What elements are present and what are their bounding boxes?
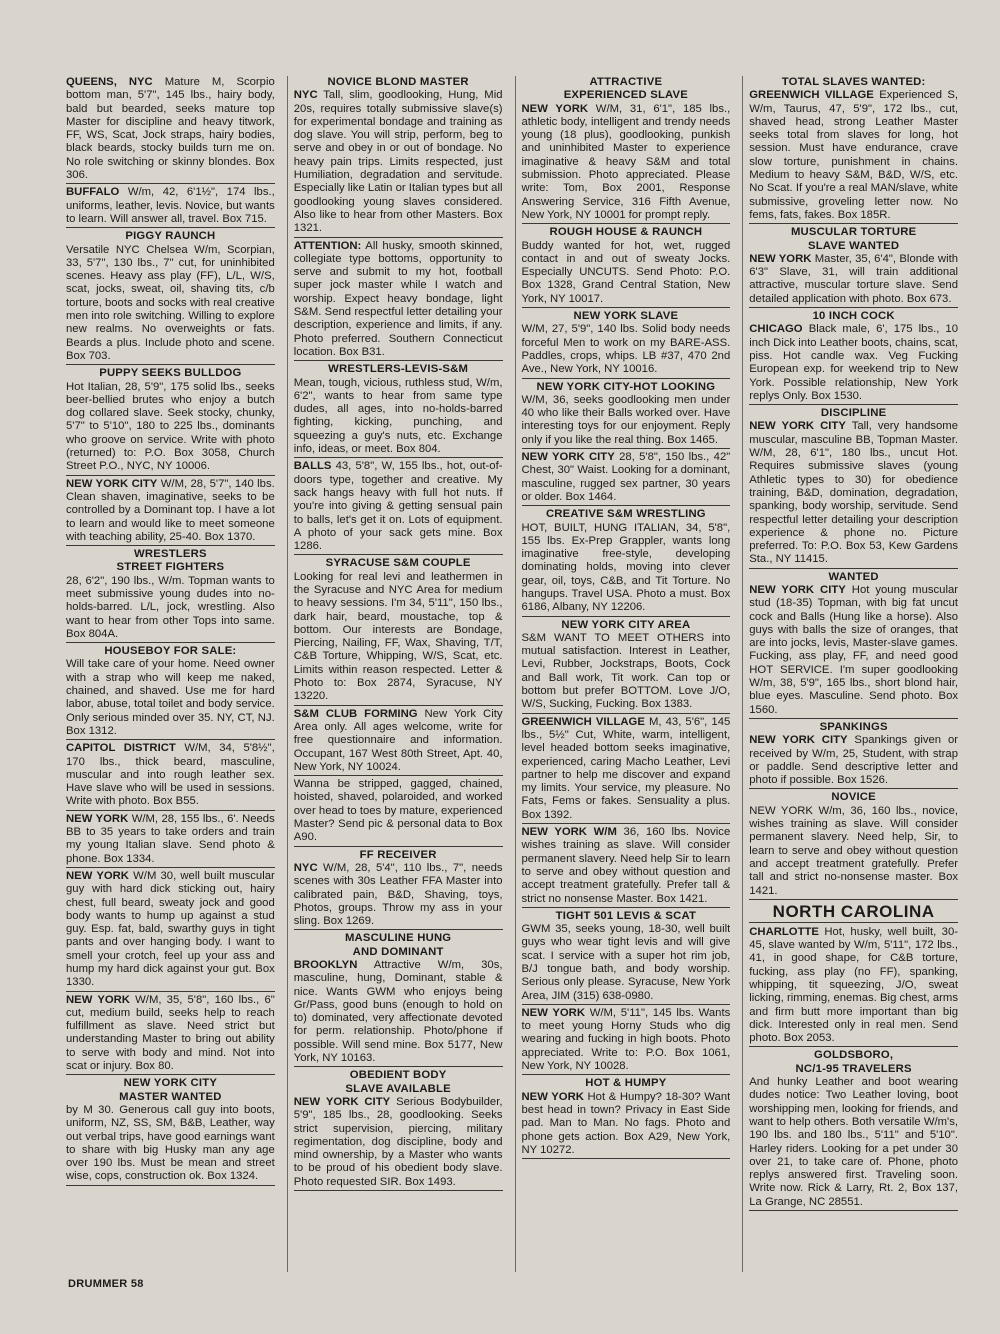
- ad-body: 28, 5'8", 150 lbs., 42" Chest, 30" Waist. Looking for a dominant, masculine, rugged sex partner, 30 years or older. Box 1464.: [521, 451, 731, 503]
- ad-lead: NEW YORK: [521, 1006, 585, 1019]
- classified-ad: [294, 363, 503, 458]
- classified-ad: [294, 708, 503, 776]
- ad-body: Tall, slim, goodlooking, Hung, Mid 20s, requires totally submissive slave(s) for experimental bondage and training as dog slave. You will strip, perform, beg to serve and obey in or out of bondage. No heavy pain trips. Limits respected, just Humiliation, degradation and servitude. Especially like Latin or Italian types but all goodlooking young slaves considered. Also like to hear from other Masters. Box 1321.: [293, 89, 503, 235]
- ad-body: Black male, 6', 175 lbs., 10 inch Dick into Leather boots, chains, scat, piss. Hot candle wax. Veg Fucking European exp. for weekend trip to New York. Possible relationship, New York replys Only. Box 1530.: [749, 323, 958, 402]
- ad-body: All husky, smooth skinned, collegiate type bottoms, opportunity to serve and submit to my hot, football super jock master while I watch and worship. Expect heavy bondage, light S&M. Send respectful letter detailing your description, experience and limits, if any. Photo preferred. Southern Connecticut location. Box B31.: [293, 239, 503, 358]
- ad-body: Buddy wanted for hot, wet, rugged contact in and out of sweaty Jocks. Especially UNCUTS. Send Photo: P.O. Box 1328, Grand Central Station, New York, NY 10017.: [521, 239, 731, 305]
- ad-lead: S&M CLUB FORMING: [293, 707, 418, 720]
- classified-ad: [66, 1077, 275, 1185]
- classified-ad: [749, 76, 958, 224]
- ad-heading: MASCULINE HUNG: [344, 932, 452, 945]
- ad-body: 36, 160 lbs. Novice wishes training as slave. Will consider permanent slavery. Need help Sir to learn to serve and obey without question and accept treatment gratefully. Prefer tall & strict no nonsense Master. Box 1421.: [521, 826, 731, 905]
- ad-lead: NEW YORK CITY: [66, 477, 158, 490]
- page-footer: DRUMMER 58: [68, 1278, 144, 1290]
- classified-ad: [522, 826, 731, 908]
- ad-lead: GREENWICH VILLAGE: [749, 89, 874, 102]
- ad-body: 43, 5'8", W, 155 lbs., hot, out-of-doors type, together and creative. My sack hangs heavy with full hot nuts. If you're into giving & getting sensual pain to balls, let's get it on. Lots of equipment. A photo of your sack gets mine. Box 1286.: [293, 460, 503, 553]
- ad-body: W/M, 28, 155 lbs., 6'. Needs BB to 35 years to take orders and train my young Italian slave. Send photo & phone. Box 1334.: [66, 812, 275, 865]
- ad-lead: QUEENS, NYC: [66, 76, 153, 88]
- classified-ad: [522, 451, 731, 506]
- ad-heading: HOT & HUMPY: [585, 1077, 667, 1090]
- ad-heading: SLAVE AVAILABLE: [345, 1082, 451, 1095]
- ad-heading: NOVICE: [831, 791, 876, 804]
- classified-ad: [66, 813, 275, 868]
- classified-ad: [66, 367, 275, 475]
- ad-lead: NEW YORK CITY: [749, 420, 846, 433]
- ad-heading: NEW YORK SLAVE: [573, 310, 679, 323]
- ad-lead: NEW YORK: [749, 252, 812, 265]
- ad-heading: MASTER WANTED: [119, 1090, 222, 1103]
- ad-body: Mean, tough, vicious, ruthless stud, W/m, 6'2", wants to hear from same type dudes, all ages, into no-holds-barred fighting, kicking, punching, and squeezing a guy's nuts, etc. Exchange info, ideas, or meet. Box 804.: [293, 376, 503, 456]
- classified-ad: [294, 557, 503, 705]
- ad-heading: WRESTLERS: [134, 548, 207, 561]
- classified-ad: [294, 76, 503, 238]
- classified-ad: [66, 548, 275, 643]
- classified-ad: [522, 76, 731, 224]
- ad-lead: CHICAGO: [749, 323, 803, 336]
- ad-heading: PIGGY RAUNCH: [125, 230, 216, 243]
- classified-ad: [66, 994, 275, 1076]
- ad-lead: GREENWICH VILLAGE: [521, 715, 645, 728]
- ad-lead: NEW YORK W/M: [521, 826, 617, 839]
- ad-heading: EXPERIENCED SLAVE: [563, 89, 689, 102]
- classified-ad: [749, 721, 958, 789]
- classified-ad: [294, 778, 503, 846]
- classified-ad: [522, 1077, 731, 1159]
- classified-ad: [749, 1049, 958, 1211]
- classified-ad: [522, 381, 731, 449]
- ad-lead: NEW YORK: [521, 1090, 584, 1103]
- ad-body: W/m, 42, 6'1½", 174 lbs., uniforms, leather, levis. Novice, but wants to learn. Will answer all, travel. Box 715.: [66, 186, 275, 225]
- ad-body: GWM 35, seeks young, 18-30, well built guys who wear tight levis and will give scat. I service with a super hot rim job, B/J tongue bath, and body worship. Serious only please. Syracuse, New York Area, JIM (315) 638-0980.: [521, 923, 731, 1002]
- classified-ad: [66, 478, 275, 546]
- ad-lead: BALLS: [293, 460, 332, 473]
- ad-lead: BROOKLYN: [293, 959, 358, 971]
- ad-body: Mature M, Scorpio bottom man, 5'7", 145 lbs., hairy body, bald but bearded, seeks mature top Master for discipline and heavy titwork, FF, WS, Scat, Jock straps, hairy bodies, black beards, stocky builds turn me on. No role switching or skinny blondes. Box 306.: [66, 76, 275, 182]
- ad-heading: DISCIPLINE: [820, 407, 887, 420]
- ad-body: Wanna be stripped, gagged, chained, hoisted, shaved, polaroided, and worked over head to toes by mature, experienced Master? Send pic & personal data to Box A90.: [293, 778, 503, 844]
- ad-body: W/M, 36, seeks goodlooking men under 40 who like their Balls worked over. Have interesting toys for our enjoyment. Reply only if you like the real thing. Box 1465.: [521, 393, 731, 446]
- ad-heading: NOVICE BLOND MASTER: [327, 76, 469, 88]
- classified-ad: [522, 508, 731, 616]
- classified-ad: [66, 76, 275, 184]
- classified-ad: [522, 310, 731, 378]
- ad-heading: NEW YORK CITY: [123, 1077, 218, 1090]
- classified-ad: [522, 1007, 731, 1075]
- classified-ad: [749, 571, 958, 719]
- classified-ad: [522, 226, 731, 308]
- classified-ad: [749, 407, 958, 569]
- classified-ad: [522, 910, 731, 1005]
- ad-lead: NEW YORK CITY: [749, 734, 848, 747]
- ad-heading: SLAVE WANTED: [807, 239, 900, 252]
- ad-body: W/M, 27, 5'9", 140 lbs. Solid body needs forceful Men to work on my BARE-ASS. Paddles, crops, whips. LB #37, 470 2nd Ave., New York, NY 10016.: [521, 323, 731, 376]
- ad-lead: ATTENTION:: [293, 239, 362, 252]
- ad-lead: BUFFALO: [66, 186, 120, 199]
- classified-ad: [522, 619, 731, 714]
- ad-body: 28, 6'2", 190 lbs., W/m. Topman wants to meet submissive young dudes into no-holds-barred. L/L, jock, wrestling. Also want to hear from other Tops into same. Box 804A.: [66, 574, 275, 640]
- ad-lead: NEW YORK: [521, 102, 589, 115]
- classified-ad: [749, 226, 958, 308]
- ad-body: NEW YORK W/m, 36, 160 lbs., novice, wishes training as slave. Will consider permanent slavery. Need help, Sir, to learn to serve and obey without question and accept treatment gratefully. Prefer tall and strict no-nonsense master. Box 1421.: [749, 804, 958, 897]
- ad-body: Master, 35, 6'4", Blonde with 6'3" Slave, 31, will train additional attractive, muscular torture slave. Send detailed application with photo. Box 673.: [749, 252, 958, 305]
- ad-body: Tall, very handsome muscular, masculine BB, Topman Master. W/M, 28, 6'1", 180 lbs., uncut Hot. Requires submissive slaves (young Athletic types to 30) for obedience training, B&D, domination, degradation, spanking, body worship, servitude. Send respectful letter detailing your description experience & phone no. Picture preferred. To: P.O. Box 53, Kew Gardens Sta., NY 11415.: [749, 420, 958, 566]
- ad-body: M, 43, 5'6", 145 lbs., 5½" Cut, White, warm, intelligent, level headed bottom seeks imaginative, experienced, caring Macho Leather, Levi partner to help me discover and expand my limits. Your service, my pleasure. No Fats, Fems or fakes. Sensuality a plus. Box 1392.: [521, 715, 731, 821]
- ad-heading: STREET FIGHTERS: [116, 561, 225, 574]
- classified-ad: [294, 849, 503, 931]
- ad-heading: SYRACUSE S&M COUPLE: [325, 557, 471, 570]
- classified-ad: [294, 1069, 503, 1191]
- ad-body: Versatile NYC Chelsea W/m, Scorpian, 33, 5'7", 130 lbs., 7" cut, for uninhibited scenes. Heavy ass play (FF), L/L, W/S, scat, jocks, sweat, oil, shaving tits, c/b torture, boots and socks with real creative men into role switching. Willing to explore new realms. No overweights or fats. Beards a plus. Include photo and scene. Box 703.: [66, 243, 275, 362]
- ad-lead: NEW YORK CITY: [521, 451, 615, 464]
- ad-lead: NEW YORK CITY: [293, 1095, 391, 1108]
- column-1: [66, 76, 275, 1272]
- ad-heading: GOLDSBORO,: [814, 1049, 894, 1062]
- ad-body: by M 30. Generous call guy into boots, uniform, NZ, SS, SM, B&B, Leather, way out verbal trips, have good earnings want to share with big Husky man any age over 190 lbs. Must be mean and street wise, cops, construction ok. Box 1324.: [66, 1103, 275, 1183]
- ad-body: Hot young muscular stud (18-35) Topman, with big fat uncut cock and Balls (Hung like a horse). Also guys with balls the size of oranges, that are into jocks, levis, Master-slave games. Fucking, ass play, FF, and need good HOT SERVICE. I'm super goodlooking W/m, 38, 5'9", 165 lbs., short blond hair, blue eyes. Masculine. Send photo. Box 1560.: [749, 583, 958, 716]
- ad-body: W/M, 35, 5'8", 160 lbs., 6" cut, medium build, seeks help to reach fulfillment as slave. Need strict but understanding Master to bring out ability to serve with body and mind. Not into scat or injury. Box 80.: [66, 993, 275, 1073]
- ad-lead: NEW YORK CITY: [749, 583, 846, 596]
- ad-heading: AND DOMINANT: [352, 945, 444, 958]
- ad-heading: 10 INCH COCK: [812, 310, 895, 323]
- classified-ad: [294, 240, 503, 362]
- ad-body: W/M, 28, 5'4", 110 lbs., 7", needs scenes with 30s Leather FFA Master into calibrated pain, B&D, Shaving, toys, Photos, groups. Throw my ass in your sling. Box 1269.: [293, 861, 503, 928]
- classified-ad: [749, 791, 958, 899]
- ad-body: Hot Italian, 28, 5'9", 175 solid lbs., seeks beer-bellied brutes who enjoy a butch dog collared slave. Seek stocky, chunky, 5'7" to 5'10", 180 to 225 lbs., dominants who groove on service. Write with photo (returned) to: P.O. Box 3058, Church Street P.O., NYC, NY 10006.: [66, 380, 275, 473]
- ad-heading: WRESTLERS-LEVIS-S&M: [328, 363, 469, 376]
- ad-heading: PUPPY SEEKS BULLDOG: [99, 367, 242, 380]
- ad-body: Attractive W/m, 30s, masculine, hung, Dominant, stable & nice. Wants GWM who enjoys being Gr/Pass, good buns (enough to hold on to) dominated, very affectionate devoted for perm. relationship. Photo/phone if possible. Will send mine. Box 5177, New York, NY 10163.: [293, 959, 503, 1065]
- ad-body: Will take care of your home. Need owner with a strap who will keep me naked, chained, and shaved. Use me for hard labor, abuse, total toilet and body service. Only serious minded over 35. NY, CT, NJ. Box 1312.: [66, 658, 275, 737]
- ad-body: HOT, BUILT, HUNG ITALIAN, 34, 5'8", 155 lbs. Ex-Prep Grappler, wants long imaginative free-style, developing dominating holds, moving into clever gear, oil, toys, C&B, and Tit Torture. No hangups. Travel USA. Photo a must. Box 6186, Albany, NY 12206.: [521, 521, 731, 614]
- ad-lead: NYC: [293, 89, 318, 102]
- ad-heading: CREATIVE S&M WRESTLING: [545, 508, 706, 521]
- classified-ad: [294, 932, 503, 1067]
- ad-body: W/M 30, well built muscular guy with hard dick sticking out, hairy chest, full beard, sweaty jock and good body wants to hump up against a stud guy. Esp. fat, bald, swarthy guys in tight pants and over hanging body. I want to smell your crotch, feel up your ass and hump my hard dick against your gut. Box 1330.: [66, 869, 275, 989]
- classified-ad: [66, 742, 275, 810]
- classified-ad: [294, 460, 503, 555]
- ad-body: W/M, 5'11", 145 lbs. Wants to meet young Horny Studs who dig wearing and fucking in high boots. Photo appreciated. Write to: P.O. Box 1061, New York, NY 10028.: [521, 1006, 731, 1073]
- classified-ad: [522, 716, 731, 824]
- ad-lead: NYC: [293, 861, 318, 874]
- ad-heading: MUSCULAR TORTURE: [790, 226, 917, 239]
- ad-body: Looking for real levi and leathermen in the Syracuse and NYC Area for medium to heavy sessions. I'm 34, 5'11", 150 lbs., dark hair, beard, moustache, top & bottom. Our interests are Bondage, Piercing, Nailing, FF, Wax, Shaving, T/T, C&B Torture, Whipping, W/S, Scat, etc. Limits within reason respected. Letter & Photo to: Box 2874, Syracuse, NY 13220.: [293, 570, 503, 703]
- ad-lead: CAPITOL DISTRICT: [66, 742, 176, 755]
- ad-body: Hot & Humpy? 18-30? Want best head in town? Privacy in East Side pad. Man to Man. No fags. Photo and phone gets action. Box A29, New York, NY 10272.: [521, 1090, 731, 1156]
- column-4: [742, 76, 958, 1272]
- ad-body: W/M, 34, 5'8½", 170 lbs., thick beard, masculine, muscular and into rough leather sex. Have slave who will be used in sessions. Write with photo. Box B55.: [66, 742, 275, 808]
- ad-body: S&M WANT TO MEET OTHERS into mutual satisfaction. Interest in Leather, Levi, Rubber, Jockstraps, Boots, Cock and Ball work, Tit work. Can top or bottom but prefer BOTTOM. Love J/O, W/S, Sucking, Fucking. Box 1383.: [521, 631, 731, 711]
- ad-body: Hot, husky, well built, 30-45, slave wanted by W/m, 5'11", 172 lbs., 41, in good shape, for C&B torture, fucking, ass play (no FF), spanking, whipping, tit squeezing, J/O, sweat licking, rimming, enemas. Big chest, arms and firm butt more important than big dick. Interested only in real men. Send photo. Box 2053.: [749, 925, 958, 1045]
- ad-body: Experienced S, W/m, Taurus, 47, 5'9", 172 lbs., cut, shaved head, strong Leather Master seeks total from slaves for long, hot session. Must have endurance, crave slow torture, punishment in chains. Medium to heavy S&M, B&D, W/S, etc. No Scat. If you're a real MAN/slave, white submissive, groveling letter now. No fems, fats, fakes. Box 185R.: [749, 89, 958, 221]
- classified-ad: [66, 230, 275, 365]
- ad-heading: NEW YORK CITY-HOT LOOKING: [536, 380, 716, 393]
- ad-heading: FF RECEIVER: [359, 848, 437, 861]
- ad-heading: SPANKINGS: [819, 720, 888, 733]
- ad-heading: OBEDIENT BODY: [349, 1069, 447, 1082]
- classified-ad: [66, 645, 275, 740]
- ad-lead: NEW YORK: [66, 869, 129, 882]
- column-2: [287, 76, 503, 1272]
- ad-lead: CHARLOTTE: [749, 925, 819, 938]
- ad-heading: ATTRACTIVE: [589, 76, 663, 88]
- ad-body: W/M, 28, 5'7", 140 lbs. Clean shaven, imaginative, seeks to be controlled by a Dominant top. I have a lot to learn and would like to meet someone with teaching ability, 25-40. Box 1370.: [66, 477, 275, 543]
- classifieds-page: [66, 76, 958, 1272]
- ad-heading: TOTAL SLAVES WANTED:: [781, 76, 926, 88]
- column-3: [515, 76, 731, 1272]
- ad-body: And hunky Leather and boot wearing dudes notice: Two Leather loving, boot worshipping men, looking for friends, and want to help others. Both versatile W/m's, 190 lbs. and 180 lbs., 5'11" and 5'10". Harley riders. Looking for a pet under 30 over 21, to take care of. Phone, photo replys answered first. Traveling soon. Write now. Rick & Larry, Rt. 2, Box 137, La Grange, NC 28551.: [749, 1076, 958, 1208]
- classified-ad: [66, 870, 275, 992]
- ad-heading: HOUSEBOY FOR SALE:: [104, 645, 237, 658]
- ad-heading: WANTED: [828, 570, 879, 583]
- classified-ad: [749, 310, 958, 405]
- ad-body: Serious Bodybuilder, 5'9", 185 lbs., 28, goodlooking. Seeks strict supervision, piercing, military regimentation, dog discipline, body and mind ownership, by a Master who wants to be proud of his obedient body slave. Photo requested SIR. Box 1493.: [293, 1095, 503, 1188]
- classified-ad: [66, 186, 275, 228]
- classified-ad: [749, 926, 958, 1048]
- ad-lead: NEW YORK: [66, 812, 129, 825]
- ad-body: W/M, 31, 6'1", 185 lbs., athletic body, intelligent and trendy needs young (18 plus), goodlooking, punkish and uninhibited Master to experience imaginative & heavy S&M and total submission. Photo appreciated. Please write: Tom, Box 2001, Response Answering Service, 316 Fifth Avenue, New York, NY 10001 for prompt reply.: [521, 102, 731, 221]
- ad-heading: TIGHT 501 LEVIS & SCAT: [555, 909, 697, 922]
- section-heading: NORTH CAROLINA: [749, 902, 958, 923]
- ad-heading: NC/1-95 TRAVELERS: [795, 1062, 912, 1075]
- ad-heading: ROUGH HOUSE & RAUNCH: [549, 226, 703, 239]
- ad-lead: NEW YORK: [66, 993, 130, 1006]
- ad-heading: NEW YORK CITY AREA: [561, 618, 691, 631]
- ad-body: New York City Area only. All ages welcome, write for free questionnaire and information. Occupant, 167 West 80th Street, Apt. 40, New York, NY 10024.: [293, 707, 503, 773]
- ad-body: Spankings given or received by W/m, 25, Student, with strap or paddle. Send descriptive letter and photo if possible. Box 1526.: [749, 734, 958, 787]
